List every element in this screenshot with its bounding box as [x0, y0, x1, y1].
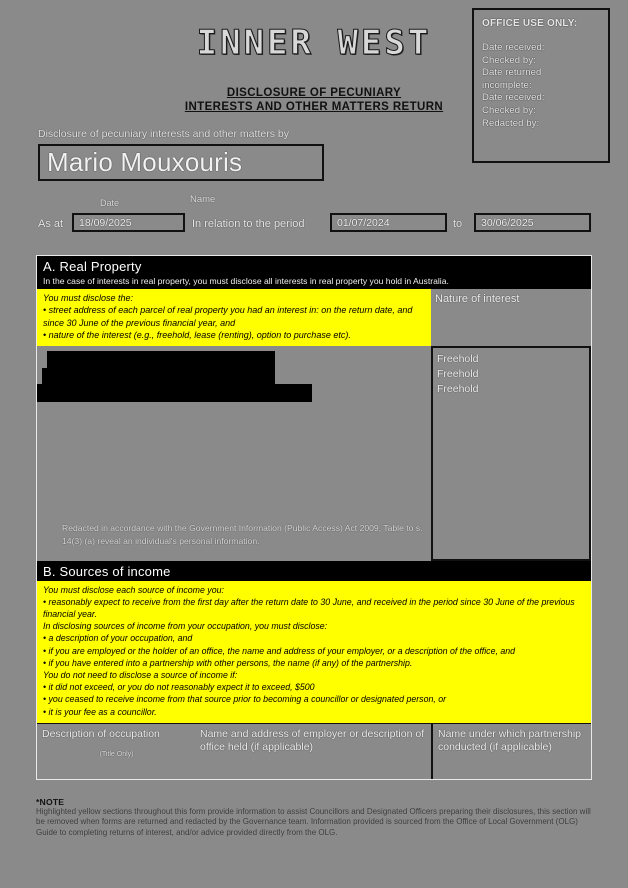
- section-a-instructions: [37, 289, 431, 346]
- disclosure-caption: Disclosure of pecuniary interests and other matters by: [38, 128, 289, 140]
- office-use-title: OFFICE USE ONLY:: [482, 18, 578, 29]
- section-b-occupation-bullet-2: • if you are employed or the holder of an office, the name and address of your employer, or a description of the office, and: [43, 645, 516, 656]
- occupation-description-subtext: (Title Only): [99, 750, 134, 758]
- employer-header: Name and address of employer or description of office held (if applicable): [200, 727, 425, 753]
- nature-of-interest-header-cell: [431, 289, 591, 346]
- discloser-name-field[interactable]: [38, 144, 324, 181]
- nature-value-1: Freehold: [437, 352, 479, 365]
- as-at-date-field[interactable]: 18/09/2025: [72, 213, 185, 232]
- partnership-header: Name under which partnership conducted (if applicable): [438, 727, 581, 753]
- period-to-label: to: [453, 218, 463, 230]
- nature-value-2: Freehold: [437, 367, 479, 380]
- section-a-bullet-2: • nature of the interest (e.g., freehold, lease (renting), option to purchase etc).: [43, 330, 351, 341]
- office-field-date-received-2: Date received:: [482, 92, 545, 104]
- section-b-exempt-bullet-1: • it did not exceed, or you do not reasonably expect it to exceed, $500: [43, 682, 315, 693]
- section-a-bullet-1: • street address of each parcel of real property you had an interest in: on the return date, and since 30 June of the previous financial year, and: [43, 305, 413, 328]
- office-field-redacted-by: Redacted by:: [482, 117, 540, 129]
- footer-note-body: Highlighted yellow sections throughout this form provide information to assist Councillors and Designated Officers preparing their disclosures, this section will be removed when forms are returned and redacted by the Governance team. Information provided is sourced from the Office of Local Government (OLG) Guide to completing returns of interest, and/or advice provided directly from the OLG.: [36, 807, 591, 837]
- office-use-only-box: [472, 8, 610, 163]
- period-from-field[interactable]: 01/07/2024: [330, 213, 447, 232]
- office-field-date-returned: Date returned: [482, 67, 542, 79]
- section-a-instruction-intro: You must disclose the:: [43, 293, 134, 303]
- redaction-bar: [42, 368, 275, 384]
- discloser-name-value: Mario Mouxouris: [47, 147, 243, 177]
- section-a-heading: A. Real Property: [37, 256, 591, 276]
- section-a-entries: [37, 346, 591, 561]
- nature-value-3: Freehold: [437, 382, 479, 395]
- partnership-column[interactable]: [431, 724, 591, 779]
- occupation-description-column[interactable]: [37, 724, 195, 779]
- footer-note-title: *NOTE: [36, 797, 65, 807]
- title-line-1: DISCLOSURE OF PECUNIARY: [226, 87, 402, 99]
- redaction-note: Redacted in accordance with the Government Information (Public Access) Act 2009, Table to s. 14(3) (a) reveal an individual's personal information.: [62, 522, 423, 547]
- period-to-field[interactable]: 30/06/2025: [474, 213, 591, 232]
- redaction-bar: [47, 351, 275, 368]
- section-b-occupation-bullet-1: • a description of your occupation, and: [43, 633, 193, 644]
- section-a-instruction-row: [37, 289, 591, 346]
- office-field-date-received-1: Date received:: [482, 42, 545, 53]
- office-field-checked-by-2: Checked by:: [482, 104, 536, 116]
- section-b-instructions: [37, 581, 591, 723]
- section-a-subheading: In the case of interests in real property, you must disclose all interests in real property you hold in Australia.: [37, 276, 591, 289]
- section-b-intro: You must disclose each source of income you:: [43, 584, 224, 595]
- section-b-occupation-bullet-3: • if you have entered into a partnership with other persons, the name (if any) of the partnership.: [43, 657, 413, 668]
- nature-of-interest-label: Nature of interest: [435, 293, 520, 305]
- occupation-table: [37, 723, 591, 779]
- logo-wordmark: INNER WEST: [196, 23, 432, 63]
- section-b-heading: B. Sources of income: [37, 561, 591, 581]
- employer-column[interactable]: [195, 724, 431, 779]
- title-line-2: INTERESTS AND OTHER MATTERS RETURN: [184, 101, 444, 113]
- name-caption: Name: [190, 194, 216, 205]
- redaction-bar: [37, 384, 312, 402]
- as-at-label: As at: [38, 218, 64, 230]
- date-caption: Date: [100, 198, 120, 208]
- office-field-checked-by-1: Checked by:: [482, 54, 536, 66]
- form-body: [36, 255, 592, 780]
- section-b-exempt-intro: You do not need to disclose a source of income if:: [43, 670, 238, 681]
- period-label: In relation to the period: [192, 218, 305, 230]
- footer-note: [36, 797, 596, 838]
- section-b-occupation-intro: In disclosing sources of income from your occupation, you must disclose:: [43, 621, 328, 632]
- section-b-exempt-bullet-3: • it is your fee as a councillor.: [43, 706, 157, 717]
- occupation-description-header: Description of occupation: [42, 727, 160, 740]
- office-field-incomplete: incomplete:: [482, 79, 532, 91]
- nature-of-interest-cell[interactable]: [431, 346, 591, 561]
- section-b-exempt-bullet-2: • you ceased to receive income from that source prior to becoming a councillor or designated person, or: [43, 694, 447, 705]
- property-address-cell[interactable]: [37, 346, 431, 561]
- section-b-intro-bullet-1: • reasonably expect to receive from the first day after the return date to 30 June, and received in the period since 30 June of the previous financial year.: [43, 596, 575, 620]
